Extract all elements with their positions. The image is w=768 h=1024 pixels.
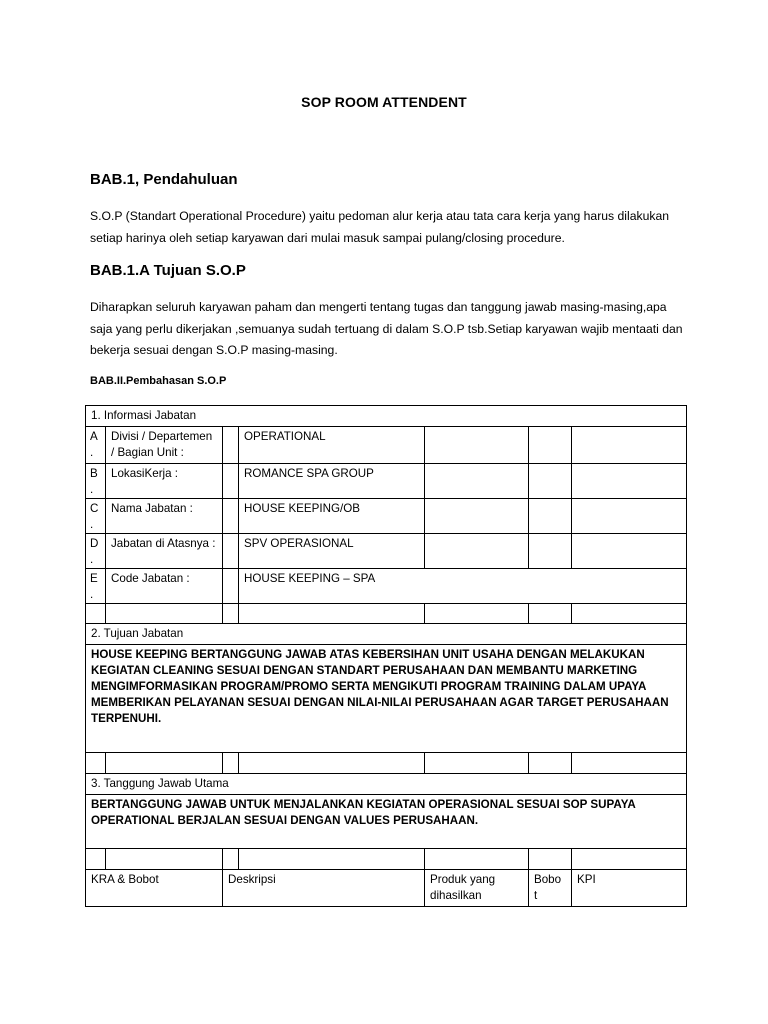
empty-cell [572,604,687,624]
empty-cell [425,849,529,870]
empty-cell [106,753,223,774]
bab1-paragraph: S.O.P (Standart Operational Procedure) yaitu pedoman alur kerja atau tata cara kerja yang harus dilakukan setiap harinya oleh setiap karyawan dari mulai masuk sampai pulang/closing procedure. [90,209,670,245]
bab1a-paragraph: Diharapkan seluruh karyawan paham dan mengerti tentang tugas dan tanggung jawab masing-masing,apa saja yang perlu dikerjakan ,semuanya sudah tertuang di dalam S.O.P tsb.Setiap karyawan wajib mentaati dan bekerja sesuai dengan S.O.P masing-masing. [90,300,683,357]
bobot-header: Bobo t [529,870,572,907]
empty-cell [239,849,425,870]
row-letter: C . [86,499,106,534]
section-informasi-jabatan: 1. Informasi Jabatan [86,406,687,427]
empty-cell [425,464,529,499]
kpi-header: KPI [572,870,687,907]
row-label: Nama Jabatan : [106,499,223,534]
empty-cell [239,604,425,624]
empty-cell [572,464,687,499]
row-value: HOUSE KEEPING/OB [239,499,425,534]
row-value: SPV OPERASIONAL [239,534,425,569]
bab1-heading: BAB.1, Pendahuluan [90,171,238,188]
section-tanggung-jawab: 3. Tanggung Jawab Utama [86,774,687,795]
empty-cell [223,753,239,774]
empty-cell [572,499,687,534]
empty-cell [223,499,239,534]
empty-cell [529,499,572,534]
empty-cell [223,849,239,870]
row-letter: B . [86,464,106,499]
empty-cell [223,604,239,624]
empty-cell [425,534,529,569]
deskripsi-header: Deskripsi [223,870,425,907]
tujuan-jabatan-text: HOUSE KEEPING BERTANGGUNG JAWAB ATAS KEBERSIHAN UNIT USAHA DENGAN MELAKUKAN KEGIATAN CLEANING SESUAI DENGAN STANDART PERUSAHAAN DAN MEMBANTU MARKETING MENGIMFORMASIKAN PROGRAM/PROMO SERTA MENGIKUTI PROGRAM TRAINING DALAM UPAYA MEMBERIKAN PELAYANAN SESUAI DENGAN NILAI-NILAI PERUSAHAAN AGAR TARGET PERUSAHAAN TERPENUHI. [86,645,687,753]
row-label: LokasiKerja : [106,464,223,499]
produk-header: Produk yang dihasilkan [425,870,529,907]
empty-cell [425,604,529,624]
empty-cell [425,499,529,534]
empty-cell [529,534,572,569]
empty-cell [223,534,239,569]
empty-cell [529,464,572,499]
row-value: HOUSE KEEPING – SPA [239,569,687,604]
empty-cell [86,849,106,870]
empty-cell [425,753,529,774]
empty-cell [572,753,687,774]
empty-cell [106,604,223,624]
empty-cell [529,849,572,870]
empty-cell [239,753,425,774]
empty-cell [572,849,687,870]
empty-cell [572,534,687,569]
empty-cell [529,427,572,464]
empty-cell [572,427,687,464]
row-letter: A . [86,427,106,464]
empty-cell [106,849,223,870]
section-tujuan-jabatan: 2. Tujuan Jabatan [86,624,687,645]
tanggung-jawab-text: BERTANGGUNG JAWAB UNTUK MENJALANKAN KEGIATAN OPERASIONAL SESUAI SOP SUPAYA OPERATIONAL BERJALAN SESUAI DENGAN VALUES PERUSAHAAN. [86,795,687,849]
row-label: Code Jabatan : [106,569,223,604]
row-label: Divisi / Departemen / Bagian Unit : [106,427,223,464]
row-letter: D . [86,534,106,569]
empty-cell [529,604,572,624]
empty-cell [223,464,239,499]
empty-cell [86,753,106,774]
document-title: SOP ROOM ATTENDENT [301,94,467,110]
empty-cell [529,753,572,774]
empty-cell [223,569,239,604]
kra-header: KRA & Bobot [86,870,223,907]
bab1a-heading: BAB.1.A Tujuan S.O.P [90,262,246,279]
bab2-heading: BAB.II.Pembahasan S.O.P [90,375,227,387]
row-letter: E . [86,569,106,604]
empty-cell [86,604,106,624]
row-value: ROMANCE SPA GROUP [239,464,425,499]
empty-cell [223,427,239,464]
row-label: Jabatan di Atasnya : [106,534,223,569]
sop-table [85,405,687,907]
empty-cell [425,427,529,464]
row-value: OPERATIONAL [239,427,425,464]
